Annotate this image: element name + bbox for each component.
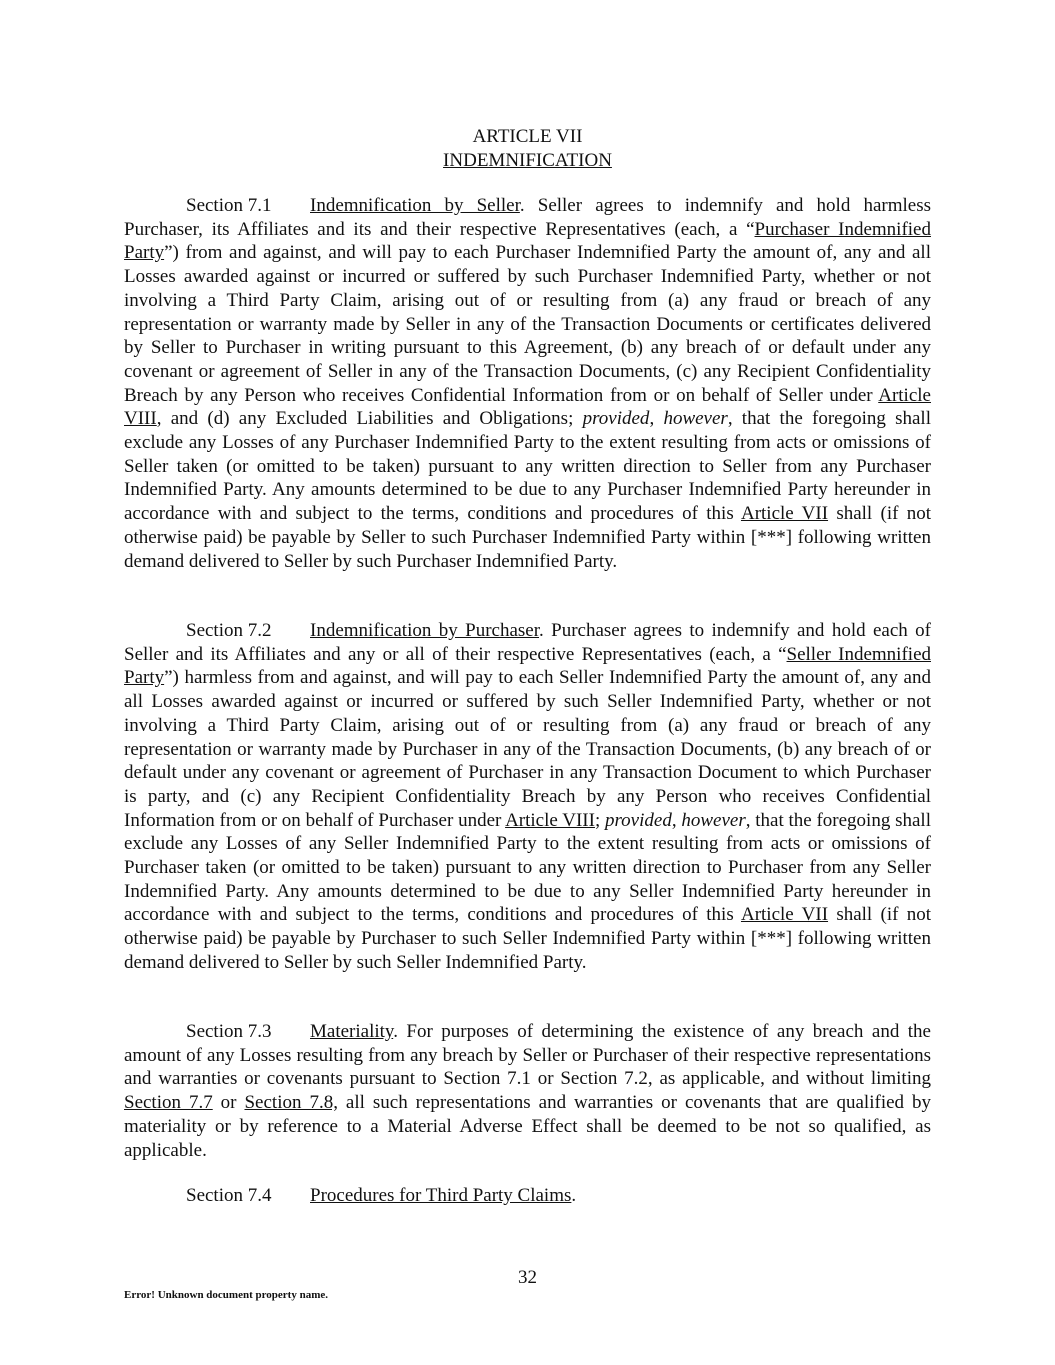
italic-text: however — [663, 408, 728, 430]
section-text: shall (if not otherwise paid) be payable by Seller to such Purchaser Indemnified Party within [***] following written demand delivered to Seller by such Purchaser Indemnified Party. — [124, 503, 931, 572]
italic-text: however — [681, 809, 746, 831]
cross-reference: Section 7.7 — [124, 1092, 213, 1114]
section-text: , that the foregoing shall exclude any Losses of any Purchaser Indemnified Party to the extent resulting from acts or omissions of Seller taken (or omitted to be taken) pursuant to any written direction to Seller from any Purchaser Indemnified Party. Any amounts determined to be due to any Purchaser Indemnified Party hereunder in accordance with and subject to the terms, conditions and procedures of this — [124, 408, 931, 525]
cross-reference: Article VIII — [124, 384, 931, 430]
footer-error-text: Error! Unknown document property name. — [124, 1289, 329, 1301]
defined-term: Seller Indemnified Party — [124, 643, 931, 689]
section-text: shall (if not otherwise paid) be payable by Purchaser to such Seller Indemnified Party within [***] following written demand delivered to Seller by such Seller Indemnified Party. — [124, 904, 931, 973]
italic-text: provided — [604, 809, 672, 831]
page-number: 32 — [518, 1267, 537, 1288]
section-text: . Purchaser agrees to indemnify and hold each of Seller and its Affiliates and any or all of their respective Representatives (each, a “ — [124, 620, 931, 665]
section-text: ”) harmless from and against, and will pay to each Seller Indemnified Party the amount of, any and all Losses awarded against or incurred or suffered by such Seller Indemnified Party, whether or not involving a Third Party Claim, arising out of or resulting from (a) any fraud or breach of any representation or warranty made by Purchaser in any of the Transaction Documents, (b) any breach of or default under any covenant or agreement of Purchaser in any Transaction Document to which Purchaser is party, and (c) any Recipient Confidentiality Breach by any Person who receives Confidential Information from or on behalf of Purchaser under — [124, 667, 931, 831]
section-7-4 — [124, 1184, 931, 1208]
section-text: ”) from and against, and will pay to each Purchaser Indemnified Party the amount of, any and all Losses awarded against or incurred or suffered by such Purchaser Indemnified Party, whether or not involving a Third Party Claim, arising out of or resulting from (a) any fraud or breach of any representation or warranty made by Seller in any of the Transaction Documents or certificates delivered by Seller to Purchaser in writing pursuant to this Agreement, (b) any breach of or default under any covenant or agreement of Seller in any of the Transaction Documents, (c) any Recipient Confidentiality Breach by any Person who receives Confidential Information from or on behalf of Seller under — [124, 242, 931, 406]
article-number: ARTICLE VII — [472, 126, 583, 147]
section-7-1 — [124, 194, 931, 573]
section-text: . — [571, 1185, 577, 1206]
section-7-2 — [124, 619, 931, 975]
section-heading: Materiality — [310, 1021, 394, 1042]
document-page — [124, 0, 931, 1365]
section-text: ; — [594, 809, 605, 831]
section-text: . For purposes of determining the existence of any breach and the amount of any Losses resulting from any breach by Seller or Purchaser of their respective representations and warranties or covenants pursuant to Section 7.1 or Section 7.2, as applicable, and without limiting — [124, 1021, 931, 1090]
section-heading: Indemnification by Purchaser — [310, 620, 539, 641]
defined-term: Purchaser Indemnified Party — [124, 218, 931, 264]
cross-reference: Section 7.8, — [244, 1092, 338, 1114]
section-text: . Seller agrees to indemnify and hold harmless Purchaser, its Affiliates and its and their respective Representatives (each, a “ — [124, 195, 931, 240]
article-title: INDEMNIFICATION — [443, 150, 612, 171]
section-text: all such representations and warranties or covenants that are qualified by materiality or by reference to a Material Adverse Effect shall be deemed to be not so qualified, as applicable. — [124, 1092, 931, 1161]
section-number: Section 7.1 — [186, 195, 272, 216]
section-number: Section 7.2 — [186, 620, 272, 641]
section-heading: Indemnification by Seller — [310, 195, 520, 216]
section-number: Section 7.3 — [186, 1021, 272, 1042]
cross-reference: Article VIII — [505, 809, 595, 831]
section-text: , — [671, 809, 682, 831]
section-7-3 — [124, 1020, 931, 1162]
section-text: or — [212, 1092, 245, 1114]
section-number: Section 7.4 — [186, 1185, 272, 1206]
section-text: , and (d) any Excluded Liabilities and Obligations; — [156, 408, 583, 430]
cross-reference: Article VII — [740, 503, 829, 525]
section-text: , — [649, 408, 664, 430]
italic-text: provided — [582, 408, 650, 430]
section-text: , that the foregoing shall exclude any Losses of any Seller Indemnified Party to the extent resulting from acts or omissions of Purchaser taken (or omitted to be taken) pursuant to any written direction to Purchaser from any Seller Indemnified Party. Any amounts determined to be due to any Seller Indemnified Party hereunder in accordance with and subject to the terms, conditions and procedures of this — [124, 809, 931, 926]
cross-reference: Article VII — [740, 904, 829, 926]
section-heading: Procedures for Third Party Claims — [310, 1185, 572, 1206]
